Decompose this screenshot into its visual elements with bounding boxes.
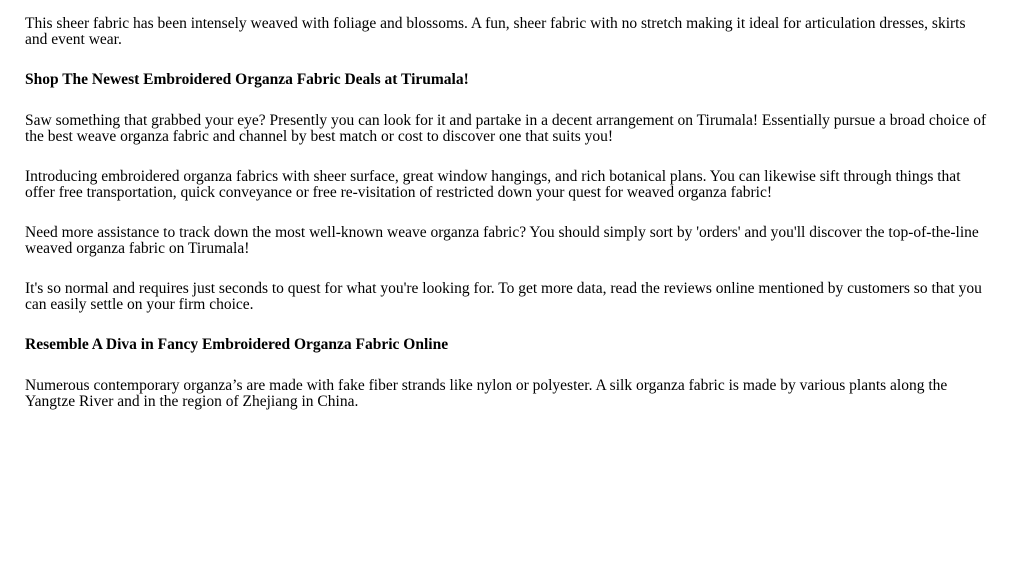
intro-paragraph: This sheer fabric has been intensely weaved with foliage and blossoms. A fun, sheer fabric with no stretch making it ideal for articulation dresses, skirts and event wear. [25, 15, 966, 48]
paragraph-browse-choice: Saw something that grabbed your eye? Presently you can look for it and partake in a decent arrangement on Tirumala! Essentially pursue a broad choice of the best weave organza fabric and channel by best match or cost to discover one that suits you! [25, 112, 987, 145]
paragraph-reviews: It's so normal and requires just seconds to quest for what you're looking for. To get more data, read the reviews online mentioned by customers so that you can easily settle on your firm choice. [25, 280, 982, 313]
paragraph-sort-orders: Need more assistance to track down the most well-known weave organza fabric? You should simply sort by 'orders' and you'll discover the top-of-the-line weaved organza fabric on Tirumala! [25, 224, 979, 257]
section-heading-diva: Resemble A Diva in Fancy Embroidered Organza Fabric Online [25, 336, 449, 353]
paragraph-materials: Numerous contemporary organza’s are made with fake fiber strands like nylon or polyester. A silk organza fabric is made by various plants along the Yangtze River and in the region of Zhejiang in China. [25, 377, 948, 410]
section-heading-deals: Shop The Newest Embroidered Organza Fabric Deals at Tirumala! [25, 71, 469, 88]
paragraph-introducing: Introducing embroidered organza fabrics with sheer surface, great window hangings, and rich botanical plans. You can likewise sift through things that offer free transportation, quick conveyance or free re-visitation of restricted down your quest for weaved organza fabric! [25, 168, 961, 201]
